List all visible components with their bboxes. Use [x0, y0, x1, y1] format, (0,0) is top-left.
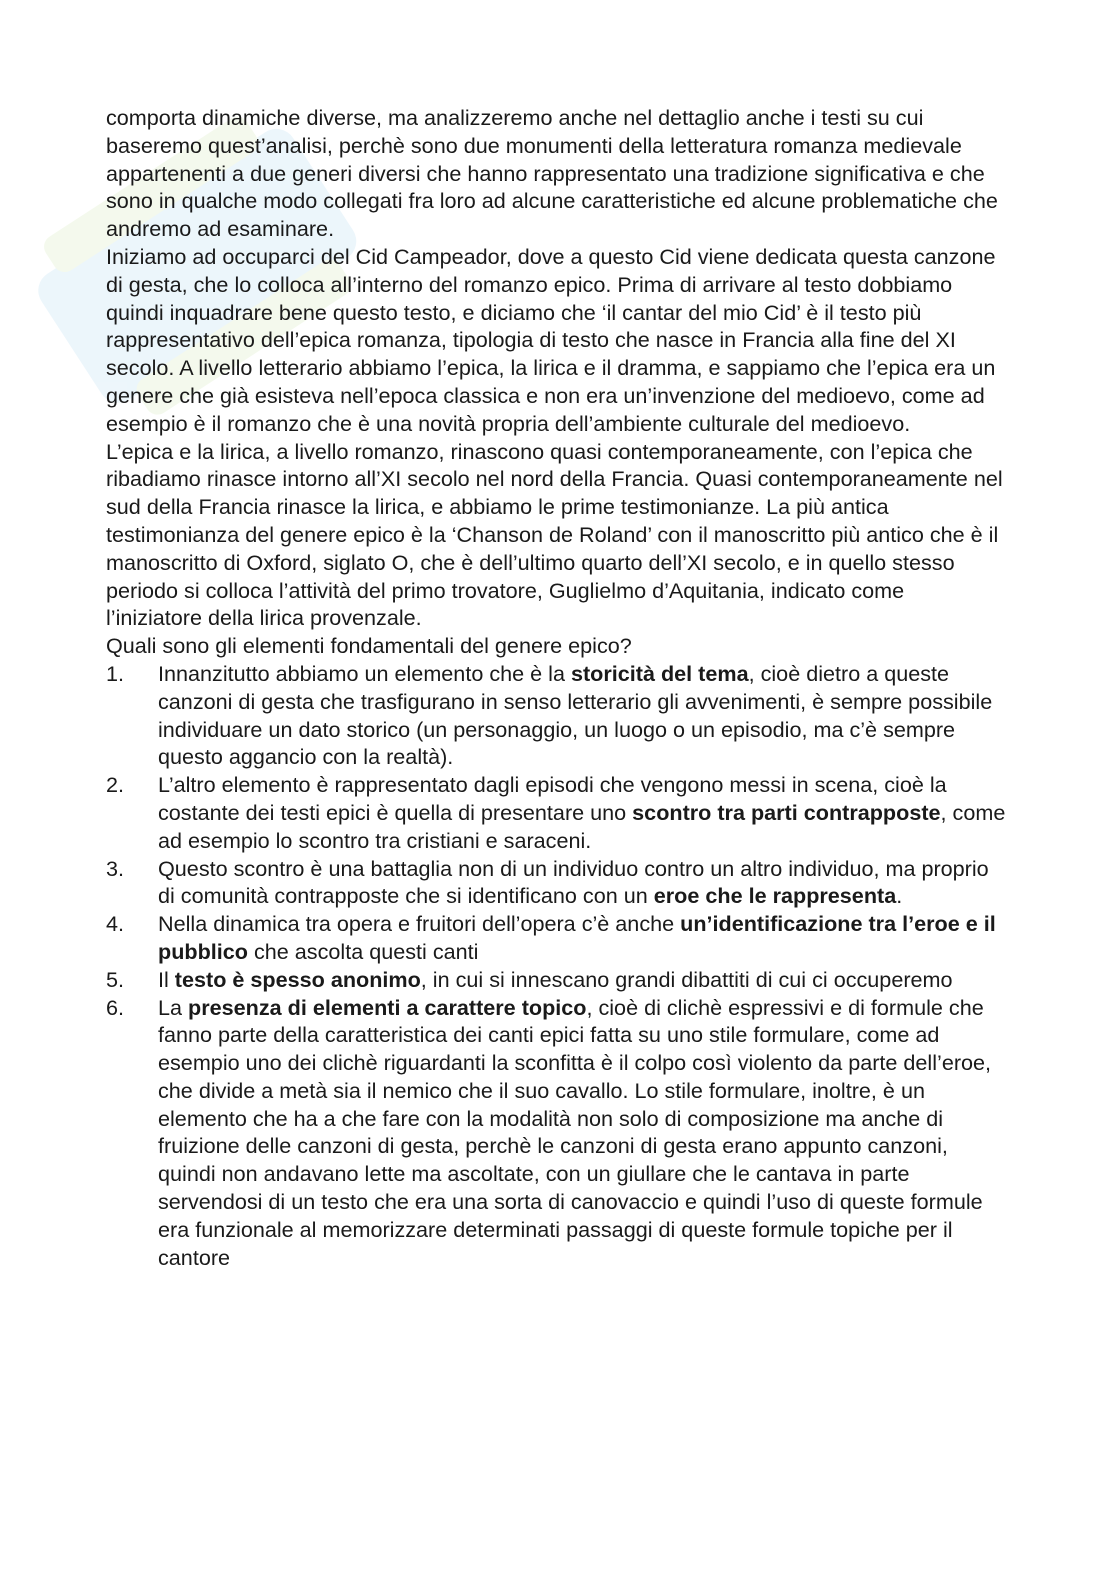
- list-number: 4.: [106, 911, 125, 937]
- list-text: , cioè dietro a queste canzoni di gesta che trasfigurano in senso letterario gli avvenimenti, è sempre possibile individuare un dato storico (un personaggio, un luogo o un episodio, ma c’è sempre questo aggancio con la realtà).: [158, 660, 993, 770]
- list-bold-text: testo è spesso anonimo: [174, 966, 421, 992]
- list-text: .: [896, 883, 903, 909]
- list-text: , cioè di clichè espressivi e di formule che fanno parte della caratteristica dei canti epici fatta su uno stile formulare, come ad esempio uno dei clichè riguardanti la sconfitta è il colpo così violento da parte dell’eroe, che divide a metà sia il nemico che il suo cavallo. Lo stile formulare, inoltre, è un elemento che ha a che fare con la modalità non solo di composizione ma anche di fruizione delle canzoni di gesta, perchè le canzoni di gesta erano appunto canzoni, quindi non andavano lette ma ascoltate, con un giullare che le cantava in parte servendosi di un testo che era una sorta di canovaccio e quindi l’uso di queste formule era funzionale al memorizzare determinati passaggi di queste formule topiche per il cantore: [158, 994, 992, 1270]
- list-number: 5.: [106, 966, 125, 992]
- list-item: [106, 910, 1006, 966]
- list-text: La: [158, 994, 189, 1020]
- list-bold-text: storicità del tema: [570, 660, 749, 686]
- list-text: , in cui si innescano grandi dibattiti di cui ci occuperemo: [420, 966, 953, 992]
- list-text: , come ad esempio lo scontro tra cristiani e saraceni.: [158, 799, 1006, 853]
- list-number: 1.: [106, 660, 125, 686]
- list-item: [106, 771, 1006, 854]
- list-text: Questo scontro è una battaglia non di un individuo contro un altro individuo, ma proprio di comunità contrapposte che si identificano con un: [158, 855, 989, 909]
- paragraph: comporta dinamiche diverse, ma analizzeremo anche nel dettaglio anche i testi su cui baseremo quest’analisi, perchè sono due monumenti della letteratura romanza medievale appartenenti a due generi diversi che hanno rappresentato una tradizione significativa e che sono in qualche modo collegati fra loro ad alcune caratteristiche ed alcune problematiche che andremo ad esaminare.: [106, 105, 998, 242]
- numbered-list: [106, 660, 1006, 1272]
- list-item: [106, 966, 1006, 994]
- list-number: 2.: [106, 772, 125, 798]
- list-text: Innanzitutto abbiamo un elemento che è la: [158, 660, 571, 686]
- paragraph: Quali sono gli elementi fondamentali del genere epico?: [106, 633, 632, 659]
- list-text: L’altro elemento è rappresentato dagli episodi che vengono messi in scena, cioè la costante dei testi epici è quella di presentare uno: [158, 772, 947, 825]
- list-item: [106, 660, 1006, 771]
- paragraph: Iniziamo ad occuparci del Cid Campeador, dove a questo Cid viene dedicata questa canzone di gesta, che lo colloca all’interno del romanzo epico. Prima di arrivare al testo dobbiamo quindi inquadrare bene questo testo, e diciamo che ‘il cantar del mio Cid’ è il testo più rappresentativo dell’epica romanza, tipologia di testo che nasce in Francia alla fine del XI secolo. A livello letterario abbiamo l’epica, la lirica e il dramma, e sappiamo che l’epica era un genere che già esisteva nell’epoca classica e non era un’invenzione del medioevo, come ad esempio è il romanzo che è una novità propria dell’ambiente culturale del medioevo.: [106, 243, 996, 436]
- list-text: Nella dinamica tra opera e fruitori dell’opera c’è anche: [158, 911, 681, 937]
- document-page: [106, 104, 1006, 1271]
- list-number: 6.: [106, 994, 125, 1020]
- list-text: che ascolta questi canti: [247, 938, 479, 964]
- list-bold-text: scontro tra parti contrapposte: [632, 799, 941, 825]
- list-number: 3.: [106, 855, 125, 881]
- list-text: Il: [158, 966, 175, 992]
- list-bold-text: un’identificazione tra l’eroe e il pubblico: [158, 911, 996, 964]
- list-bold-text: presenza di elementi a carattere topico: [188, 994, 587, 1020]
- paragraph: L’epica e la lirica, a livello romanzo, rinascono quasi contemporaneamente, con l’epica che ribadiamo rinasce intorno all’XI secolo nel nord della Francia. Quasi contemporaneamente nel sud della Francia rinasce la lirica, e abbiamo le prime testimonianze. La più antica testimonianza del genere epico è la ‘Chanson de Roland’ con il manoscritto più antico che è il manoscritto di Oxford, siglato O, che è dell’ultimo quarto dell’XI secolo, e in quello stesso periodo si colloca l’attività del primo trovatore, Guglielmo d’Aquitania, indicato come l’iniziatore della lirica provenzale.: [106, 438, 1003, 631]
- list-bold-text: eroe che le rappresenta: [653, 883, 897, 909]
- list-item: [106, 994, 1006, 1272]
- list-item: [106, 855, 1006, 911]
